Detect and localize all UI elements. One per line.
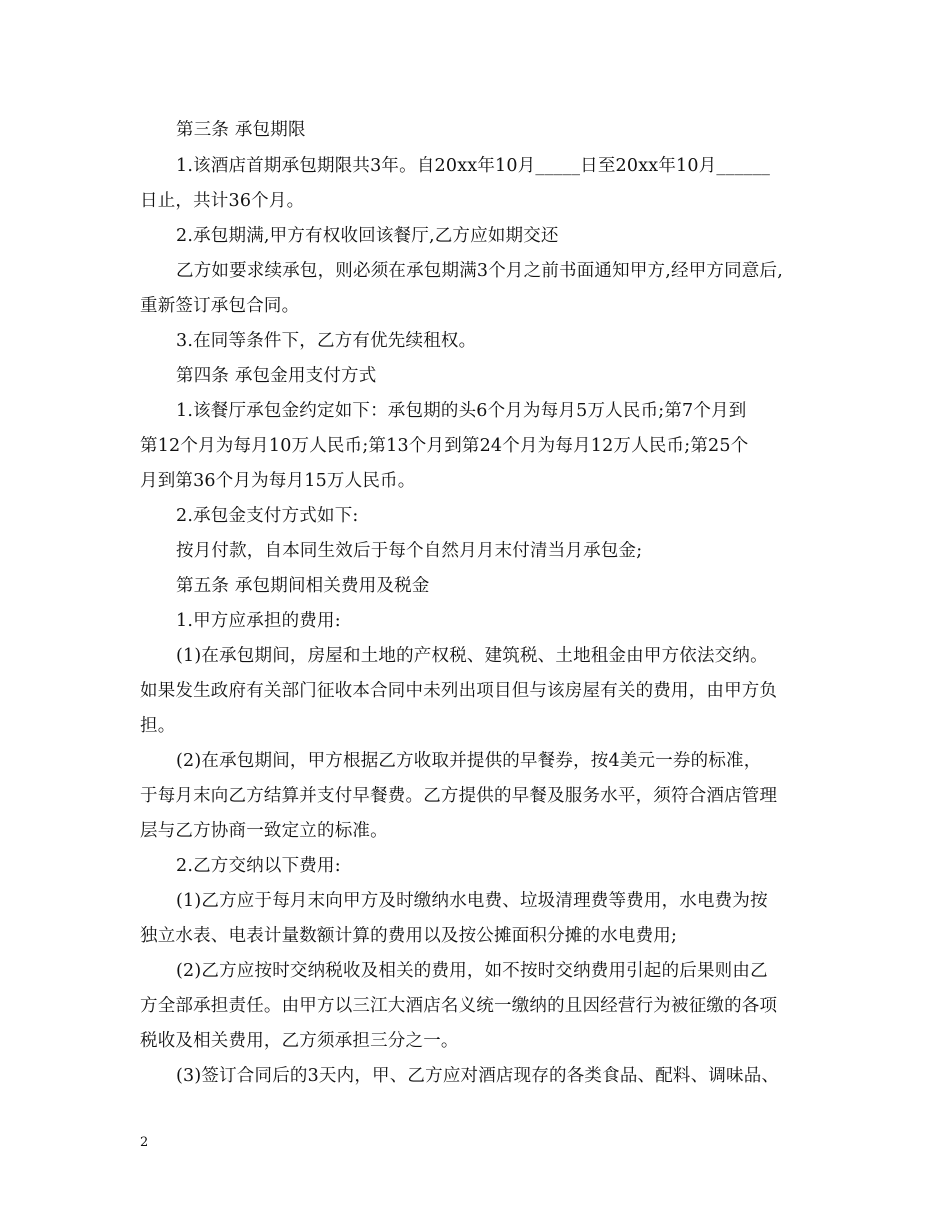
paragraph-line: 如果发生政府有关部门征收本合同中未列出项目但与该房屋有关的费用，由甲方负	[140, 681, 778, 701]
paragraph-line: 2.承包金支付方式如下:	[176, 506, 359, 526]
article-5-heading: 第五条 承包期间相关费用及税金	[176, 576, 430, 596]
paragraph-line: 第12个月为每月10万人民币;第13个月到第24个月为每月12万人民币;第25个	[140, 436, 749, 456]
paragraph-line: 按月付款，自本同生效后于每个自然月月末付清当月承包金;	[176, 541, 643, 561]
paragraph-line: (2)乙方应按时交纳税收及相关的费用，如不按时交纳费用引起的后果则由乙	[176, 961, 768, 981]
paragraph-line: (2)在承包期间，甲方根据乙方收取并提供的早餐券，按4美元一券的标准，	[176, 751, 762, 771]
paragraph-line: 税收及相关费用，乙方须承担三分之一。	[140, 1031, 459, 1051]
paragraph-line: 1.甲方应承担的费用:	[176, 611, 341, 631]
paragraph-line: (1)乙方应于每月末向甲方及时缴纳水电费、垃圾清理费等费用，水电费为按	[176, 891, 768, 911]
article-3-heading: 第三条 承包期限	[176, 120, 306, 140]
paragraph-line: 方全部承担责任。由甲方以三江大酒店名义统一缴纳的且因经营行为被征缴的各项	[140, 996, 778, 1016]
page-number: 2	[140, 1135, 149, 1150]
paragraph-line: 日止，共计36个月。	[140, 191, 305, 211]
paragraph-line: 1.该酒店首期承包期限共3年。自20xx年10月_____日至20xx年10月______	[176, 156, 771, 176]
paragraph-line: (1)在承包期间，房屋和土地的产权税、建筑税、土地租金由甲方依法交纳。	[176, 646, 768, 666]
paragraph-line: 独立水表、电表计量数额计算的费用以及按公摊面积分摊的水电费用;	[140, 926, 678, 946]
paragraph-line: 担。	[140, 716, 176, 736]
article-4-heading: 第四条 承包金用支付方式	[176, 366, 377, 386]
paragraph-line: 月到第36个月为每月15万人民币。	[140, 471, 416, 491]
paragraph-line: 1.该餐厅承包金约定如下：承包期的头6个月为每月5万人民币;第7个月到	[176, 401, 747, 421]
paragraph-line: 乙方如要求续承包，则必须在承包期满3个月之前书面通知甲方,经甲方同意后,	[176, 261, 783, 281]
paragraph-line: 3.在同等条件下，乙方有优先续租权。	[176, 331, 477, 351]
paragraph-line: 重新签订承包合同。	[140, 296, 300, 316]
paragraph-line: 于每月末向乙方结算并支付早餐费。乙方提供的早餐及服务水平，须符合酒店管理	[140, 786, 778, 806]
paragraph-line: (3)签订合同后的3天内，甲、乙方应对酒店现存的各类食品、配料、调味品、	[176, 1066, 780, 1086]
paragraph-line: 2.乙方交纳以下费用:	[176, 856, 341, 876]
paragraph-line: 层与乙方协商一致定立的标准。	[140, 821, 388, 841]
paragraph-line: 2.承包期满,甲方有权收回该餐厅,乙方应如期交还	[176, 226, 559, 246]
